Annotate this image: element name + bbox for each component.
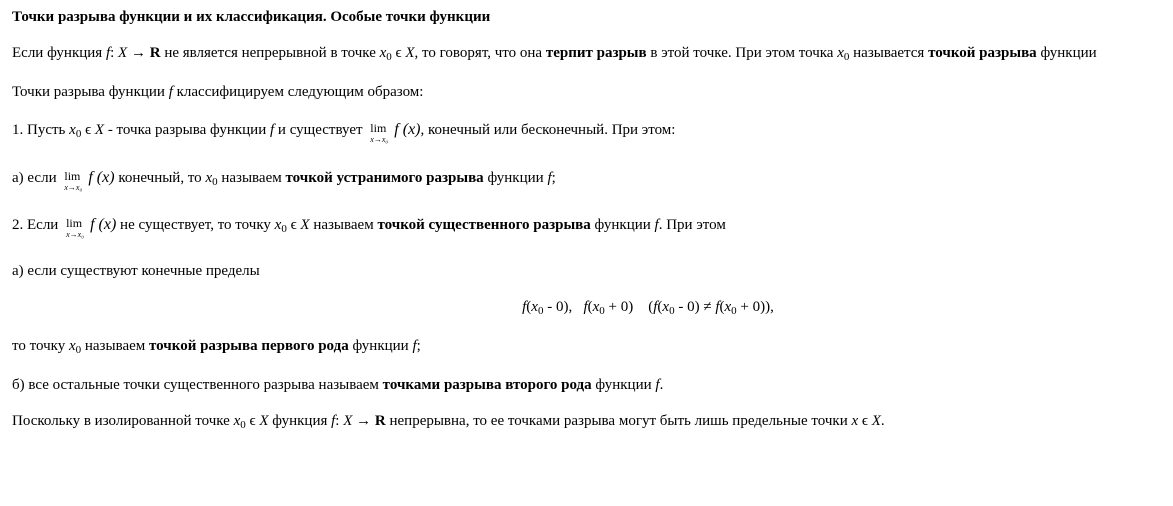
var-X: X	[118, 45, 128, 61]
text: 2. Если	[12, 217, 63, 233]
paragraph-first-kind	[12, 337, 421, 355]
var-x: x	[379, 45, 387, 61]
paragraph-definition	[12, 44, 1097, 62]
var-X: X	[343, 413, 353, 429]
paragraph-isolated-point	[12, 412, 885, 430]
text: классифицируем следующим образом:	[172, 84, 424, 100]
lim-word: lim	[370, 121, 387, 135]
text: + 0) (	[604, 299, 654, 315]
term-bold: точкой разрыва	[928, 45, 1037, 61]
var-f: f	[522, 299, 527, 315]
text: ;	[416, 338, 421, 354]
lim-subscript: x→x₀	[66, 230, 84, 239]
lim-word: lim	[64, 169, 81, 183]
var-f: f	[412, 338, 417, 354]
var-X: X	[871, 413, 881, 429]
text: 1. Пусть	[12, 122, 70, 138]
text: функции	[483, 170, 548, 186]
text: Точки разрыва функции	[12, 84, 169, 100]
var-f: f	[547, 170, 552, 186]
text: не является непрерывной в точке	[160, 45, 380, 61]
paragraph-item-2a	[12, 262, 260, 280]
var-f: f	[105, 45, 111, 61]
text: конечный, то	[114, 170, 206, 186]
subscript: 0	[599, 305, 605, 317]
term-bold: терпит разрыв	[545, 45, 647, 61]
var-x: x	[851, 413, 859, 429]
var-X: X	[300, 217, 310, 233]
arrow-symbol: →	[352, 413, 375, 429]
limit-expression	[370, 120, 392, 144]
text: функции	[591, 377, 656, 393]
subscript: 0	[75, 128, 82, 140]
paren: (	[657, 299, 663, 315]
subscript: 0	[240, 419, 246, 431]
var-x: x	[233, 413, 241, 429]
text: называем	[81, 338, 150, 354]
var-x: x	[205, 170, 213, 186]
text: , конечный или бесконечный. При этом:	[420, 122, 676, 138]
text: называем	[217, 170, 286, 186]
var-x: x	[837, 45, 844, 61]
text: и существует	[274, 122, 367, 138]
text: - точка разрыва функции	[104, 122, 270, 138]
paragraph-second-kind	[12, 376, 663, 394]
arrow-symbol: →	[127, 45, 150, 61]
var-f: f	[168, 84, 173, 100]
function-expression: f (x)	[394, 121, 421, 138]
subscript: 0	[281, 223, 287, 235]
var-X: X	[94, 122, 105, 138]
var-x: x	[69, 122, 76, 138]
element-of-symbol: ϵ	[286, 217, 301, 233]
var-x: x	[531, 299, 538, 315]
element-of-symbol: ϵ	[391, 45, 406, 61]
reals-symbol: R	[149, 45, 161, 61]
paren: (	[719, 299, 725, 315]
var-f: f	[655, 377, 660, 393]
var-f: f	[583, 299, 588, 315]
element-of-symbol: ϵ	[858, 413, 872, 429]
text: не существует, то точку	[116, 217, 275, 233]
text: Если функция	[12, 45, 106, 61]
term-bold: точкой устранимого разрыва	[285, 170, 484, 186]
text: - 0) ≠	[674, 299, 716, 315]
subscript: 0	[669, 305, 675, 317]
formula-limits	[0, 298, 1173, 316]
text: функции	[590, 217, 655, 233]
subscript: 0	[843, 51, 850, 63]
var-x: x	[68, 338, 76, 354]
text: , то говорят, что она	[414, 45, 546, 61]
var-x: x	[274, 217, 282, 233]
var-f: f	[653, 299, 658, 315]
term-bold: точкой разрыва первого рода	[149, 338, 349, 354]
subscript: 0	[537, 305, 544, 317]
subscript: 0	[731, 305, 737, 317]
subscript: 0	[75, 344, 82, 356]
subscript: 0	[386, 51, 392, 63]
element-of-symbol: ϵ	[245, 413, 260, 429]
limit-expression	[66, 215, 88, 239]
text: . При этом	[658, 217, 726, 233]
paren: (	[526, 299, 532, 315]
var-f: f	[331, 413, 336, 429]
function-expression: f (x)	[90, 216, 117, 233]
text: называем	[309, 217, 378, 233]
var-f: f	[270, 122, 275, 138]
text: .	[880, 413, 885, 429]
paragraph-classification-intro	[12, 83, 423, 101]
paren: (	[587, 299, 593, 315]
var-x: x	[592, 299, 600, 315]
text: - 0),	[543, 299, 584, 315]
text: функции	[348, 338, 413, 354]
limit-expression	[64, 168, 86, 192]
paragraph-item-1a	[12, 168, 556, 192]
text: б) все остальные точки существенного разрыва называем	[12, 377, 383, 393]
function-expression: f (x)	[88, 169, 115, 186]
text: Поскольку в изолированной точке	[12, 413, 234, 429]
text: функции	[1036, 45, 1097, 61]
text: называется	[849, 45, 929, 61]
text: а) если	[12, 170, 61, 186]
text: :	[110, 45, 119, 61]
var-x: x	[662, 299, 670, 315]
text: + 0)),	[736, 299, 774, 315]
page-title: Точки разрыва функции и их классификация. Особые точки функции	[12, 9, 491, 25]
var-X: X	[259, 413, 269, 429]
text: .	[659, 377, 664, 393]
element-of-symbol: ϵ	[81, 122, 95, 138]
reals-symbol: R	[374, 413, 386, 429]
text: то точку	[12, 338, 69, 354]
lim-subscript: x→x₀	[64, 183, 83, 192]
term-bold: точками разрыва второго рода	[382, 377, 592, 393]
term-bold: точкой существенного разрыва	[377, 217, 591, 233]
var-f: f	[715, 299, 720, 315]
text: а) если существуют конечные пределы	[12, 263, 260, 279]
lim-word: lim	[66, 216, 83, 230]
subscript: 0	[212, 176, 218, 188]
var-f: f	[654, 217, 659, 233]
paragraph-item-2	[12, 215, 726, 239]
var-x: x	[724, 299, 732, 315]
text: в этой точке. При этом точка	[646, 45, 838, 61]
text: :	[335, 413, 344, 429]
var-X: X	[405, 45, 415, 61]
lim-subscript: x→x₀	[370, 135, 389, 144]
paragraph-item-1	[12, 120, 676, 144]
text: непрерывна, то ее точками разрыва могут быть лишь предельные точки	[385, 413, 852, 429]
text: ;	[551, 170, 556, 186]
text: функция	[268, 413, 332, 429]
